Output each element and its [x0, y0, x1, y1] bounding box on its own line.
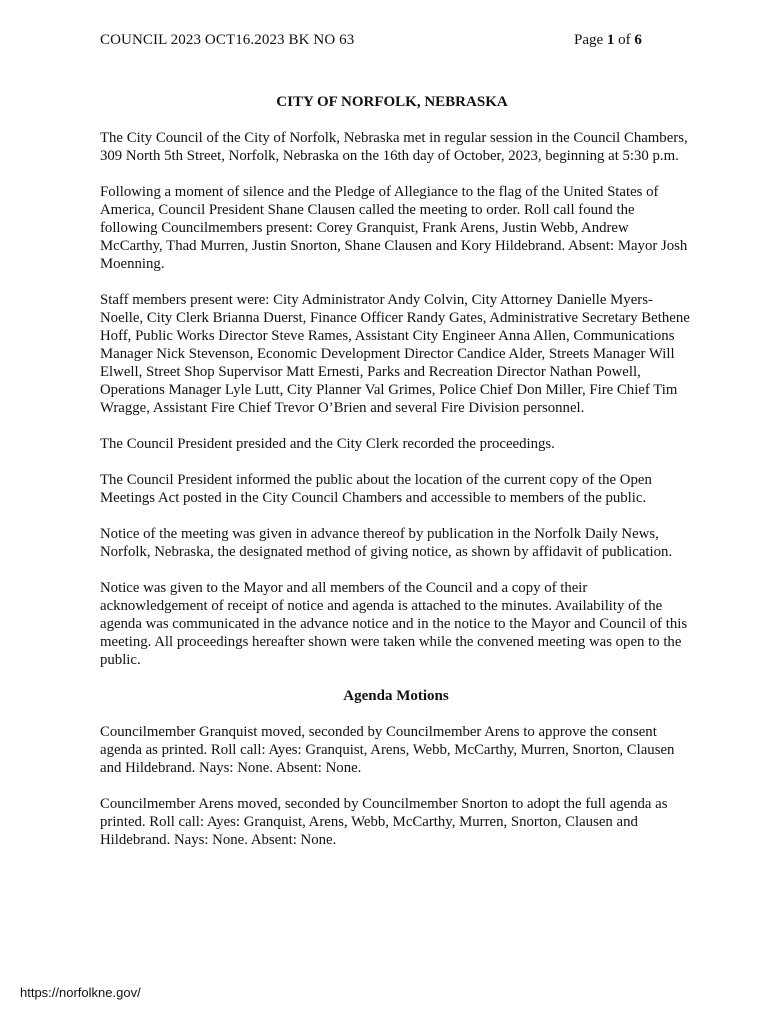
paragraph-staff: Staff members present were: City Administrator Andy Colvin, City Attorney Danielle Myers-Noelle, City Clerk Brianna Duerst, Finance Officer Randy Gates, Administrative Secretary Bethene Hoff, Public Works Director Steve Rames, Assistant City Engineer Anna Allen, Communications Manager Nick Stevenson, Economic Development Director Candice Alder, Streets Manager Will Elwell, Street Shop Supervisor Matt Ernesti, Parks and Recreation Director Nathan Powell, Operations Manager Lyle Lutt, City Planner Val Grimes, Police Chief Don Miller, Fire Chief Tim Wragge, Assistant Fire Chief Trevor O’Brien and several Fire Division personnel. [100, 292, 690, 416]
paragraph-open-meetings: The Council President informed the public about the location of the current copy of the Open Meetings Act posted in the City Council Chambers and accessible to members of the public. [100, 472, 652, 506]
motion-full-agenda: Councilmember Arens moved, seconded by Councilmember Snorton to adopt the full agenda as printed. Roll call: Ayes: Granquist, Arens, Webb, McCarthy, Murren, Snorton, Clausen and Hildebrand. Nays: None. Absent: None. [100, 796, 668, 848]
page-number [574, 32, 642, 49]
document-reference: COUNCIL 2023 OCT16.2023 BK NO 63 [100, 32, 355, 48]
agenda-motions-heading: Agenda Motions [343, 688, 449, 704]
paragraph-notice-mayor: Notice was given to the Mayor and all members of the Council and a copy of their acknowledgement of receipt of notice and agenda is attached to the minutes. Availability of the agenda was communicated in the advance notice and in the notice to the Mayor and Council of this meeting. All proceedings hereafter shown were taken while the convened meeting was open to the public. [100, 580, 688, 668]
paragraph-roll-call: Following a moment of silence and the Pledge of Allegiance to the flag of the United States of America, Council President Shane Clausen called the meeting to order. Roll call found the following Councilmembers present: Corey Granquist, Frank Arens, Justin Webb, Andrew McCarthy, Thad Murren, Justin Snorton, Shane Clausen and Kory Hildebrand. Absent: Mayor Josh Moenning. [100, 184, 688, 272]
paragraph-presided: The Council President presided and the City Clerk recorded the proceedings. [100, 436, 555, 452]
paragraph-opening: The City Council of the City of Norfolk, Nebraska met in regular session in the Council Chambers, 309 North 5th Street, Norfolk, Nebraska on the 16th day of October, 2023, beginning at 5:30 p.m. [100, 130, 688, 164]
page-current: 1 [606, 32, 615, 48]
page-of: of [618, 32, 631, 48]
page-word: Page [574, 32, 604, 48]
paragraph-notice-publication: Notice of the meeting was given in advance thereof by publication in the Norfolk Daily News, Norfolk, Nebraska, the designated method of giving notice, as shown by affidavit of publication. [100, 526, 673, 560]
footer-url-link[interactable]: https://norfolkne.gov/ [20, 985, 141, 1000]
motion-consent-agenda: Councilmember Granquist moved, seconded by Councilmember Arens to approve the consent agenda as printed. Roll call: Ayes: Granquist, Arens, Webb, McCarthy, Murren, Snorton, Clausen and Hildebrand. Nays: None. Absent: None. [100, 724, 675, 776]
document-title: CITY OF NORFOLK, NEBRASKA [276, 94, 508, 110]
page-total: 6 [634, 32, 642, 48]
document-body [100, 129, 692, 867]
